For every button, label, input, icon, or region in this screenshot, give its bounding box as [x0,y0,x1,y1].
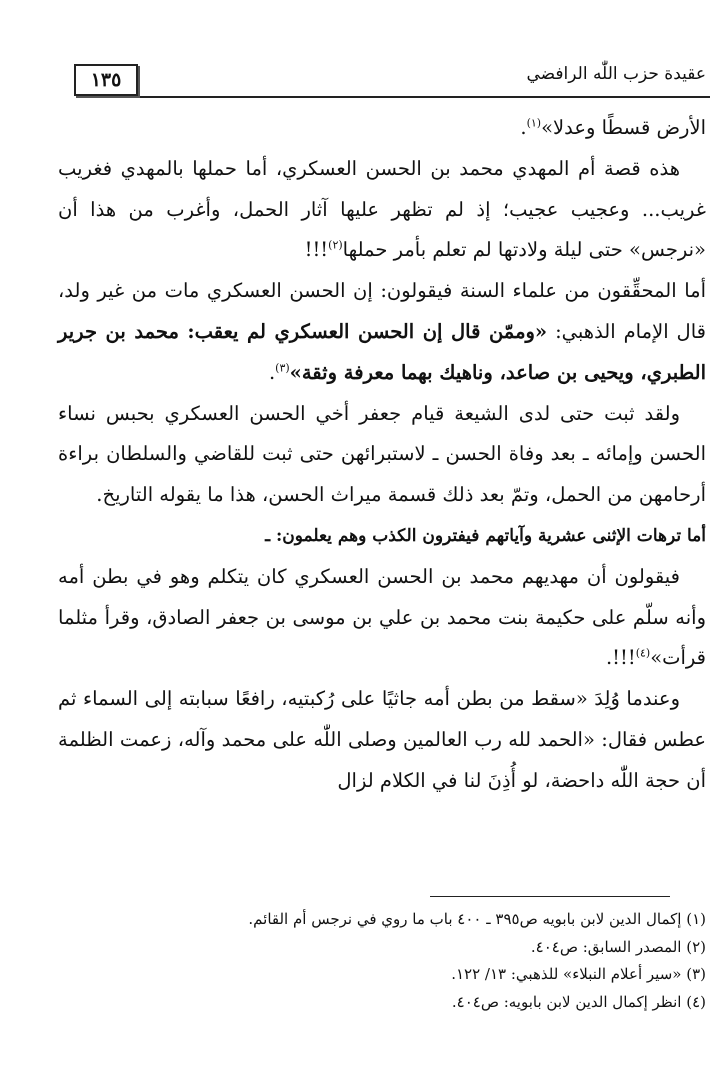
footnote-3: (٣) «سير أعلام النبلاء» للذهبي: ١٣/ ١٢٢. [451,965,706,983]
paragraph-3 [58,271,706,393]
text-run: فيقولون أن مهديهم محمد بن الحسن العسكري كان يتكلم وهو في بطن أمه وأنه سلّم على حكيمة بنت محمد بن علي بن موسى بن جعفر الصادق، وقرأ مثلما قرأت» [58,564,706,670]
footnotes [40,906,706,1016]
paragraph-7: وعندما وُلِدَ «سقط من بطن أمه جاثيًا على رُكبتيه، رافعًا سبابته إلى السماء ثم عطس فقال: «الحمد لله رب العالمين وصلى اللّٰه على محمد وآله، زعمت الظلمة أن حجة اللّٰه داحضة، لو أُذِنَ لنا في الكلام لزال [58,687,706,792]
paragraph-2 [58,149,706,271]
footnote-2: (٢) المصدر السابق: ص٤٠٤. [530,937,706,956]
running-title: عقيدة حزب اللّٰه الرافضي [526,64,706,84]
footnote-4: (٤) انظر إكمال الدين لابن بابويه: ص٤٠٤. [451,992,706,1011]
footnote-ref-2: (٢) [328,238,343,252]
text-run: !!!. [605,646,636,670]
text-run: هذه قصة أم المهدي محمد بن الحسن العسكري، أما حملها بالمهدي فغريب غريب... وعجيب عجيب؛ إذ لم تظهر عليها آثار الحمل، وأغرب من هذا أن «نرجس» حتى ليلة ولادتها لم تعلم بأمر حملها [58,156,706,262]
paragraph-1 [58,108,706,149]
paragraph-6 [58,557,706,679]
text-run: !!! [304,238,329,262]
footnote-1: (١) إكمال الدين لابن بابويه ص٣٩٥ ـ ٤٠٠ باب ما روي في نرجس أم القائم. [248,910,706,928]
page-number: ١٣٥ [74,64,138,96]
quote-bold: «وممّن قال إن الحسن العسكري لم يعقب: محمد بن جرير الطبري، ويحيى بن صاعد، وناهيك بهما معرفة وثقة» [58,319,706,384]
text-run: الأرض قسطًا وعدلا» [541,116,706,139]
footnote-ref-4: (٤) [635,646,651,660]
text-run: . [268,360,276,384]
footnote-ref-1: (١) [526,116,542,130]
paragraph-4: ولقد ثبت حتى لدى الشيعة قيام جعفر أخي الحسن العسكري بحبس نساء الحسن وإمائه ـ بعد وفاة الحسن ـ لاستبرائهن حتى ثبت للقاضي والسلطان براءة أرحامهن من الحمل، وتمّ بعد ذلك قسمة ميراث الحسن، هذا ما يقوله التاريخ. [58,401,706,507]
text-run: أما المحقِّقون من علماء السنة فيقولون: إن الحسن العسكري مات من غير ولد، قال الإمام الذهبي: [58,279,706,343]
header-rule [140,96,710,98]
footnote-rule [430,896,670,897]
paragraph-5: أما ترهات الإثنى عشرية وآياتهم فيفترون الكذب وهم يعلمون: ـ [265,525,706,546]
body-text [58,108,706,802]
footnote-ref-3: (٣) [275,361,290,375]
page-header [74,58,710,104]
text-run: . [520,116,527,139]
